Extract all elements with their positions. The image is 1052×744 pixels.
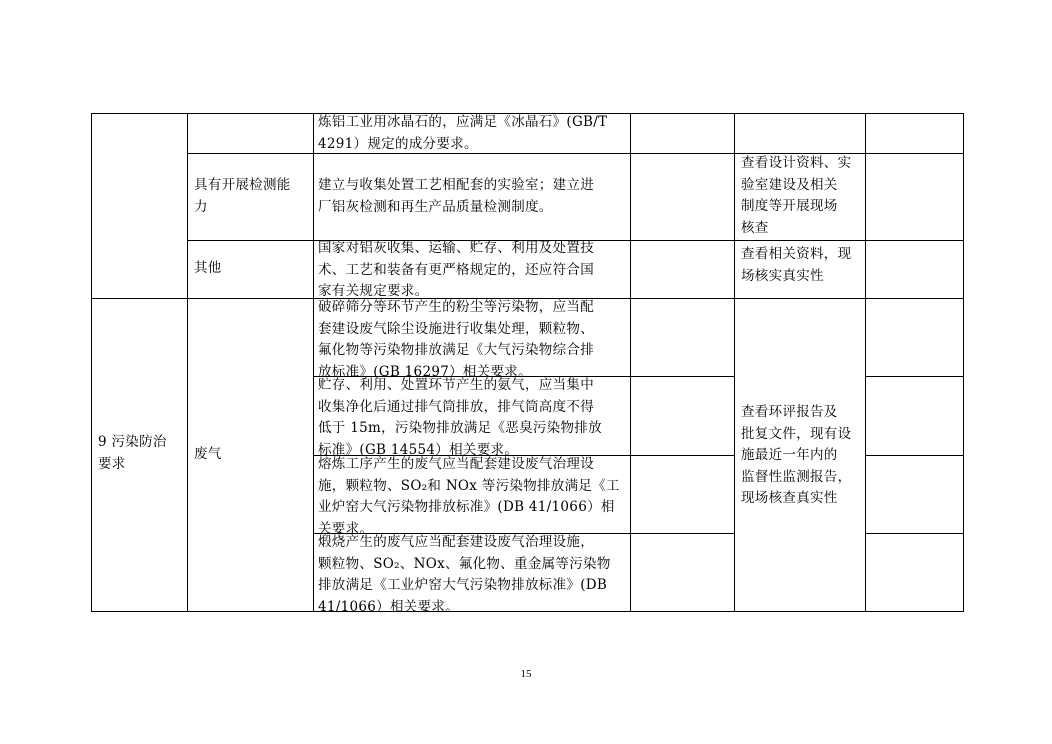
cell-line: 其他 [194,260,222,276]
requirement-cell [318,297,594,383]
requirement-cell [318,532,611,618]
column-divider [865,113,866,612]
cell-line: 建立与收集处置工艺相配套的实验室；建立进 [318,177,594,193]
row-divider [865,376,964,377]
column-divider [313,113,314,612]
column-divider [734,113,735,612]
method-cell [741,244,851,287]
cell-line: 家有关规定要求。 [318,283,429,299]
cell-line: 低于 15m，污染物排放满足《恶臭污染物排放 [318,420,602,436]
table-border-right [963,113,964,612]
cell-line: 要求 [98,455,126,472]
cell-line: 查看环评报告及 [741,404,838,420]
column-divider [187,113,188,612]
cell-line: 国家对铝灰收集、运输、贮存、利用及处置技 [318,240,594,256]
cell-line: 标准》(GB 14554）相关要求。 [318,441,519,458]
column-divider [630,113,631,612]
category-cell [98,432,167,475]
cell-line: 场核实真实性 [741,267,824,284]
page-number: 15 [520,668,532,680]
item-cell [194,258,222,280]
cell-line: 4291）规定的成分要求。 [318,135,478,152]
cell-line: 查看设计资料、实 [741,155,852,171]
cell-line: 收集净化后通过排气筒排放，排气筒高度不得 [318,398,594,415]
cell-line: 炼铝工业用冰晶石的，应满足《冰晶石》(GB/T [318,114,608,130]
requirement-cell [318,375,602,461]
requirement-cell [318,238,594,303]
cell-line: 验室建设及相关 [741,176,838,193]
cell-line: 厂铝灰检测和再生产品质量检测制度。 [318,198,553,215]
cell-line: 制度等开展现场 [741,198,838,214]
requirement-cell [318,454,620,540]
cell-line: 查看相关资料，现 [741,246,852,262]
cell-line: 熔炼工序产生的废气应当配套建设废气治理设 [318,456,594,472]
cell-line: 颗粒物、SO₂、NOx、氟化物、重金属等污染物 [318,555,611,572]
cell-line: 41/1066）相关要求。 [318,598,459,615]
cell-line: 核查 [741,219,769,236]
cell-line: 贮存、利用、处置环节产生的氨气，应当集中 [318,377,594,393]
cell-line: 具有开展检测能 [194,177,291,193]
cell-line: 批复文件，现有设 [741,425,852,442]
cell-line: 施最近一年内的 [741,447,838,463]
cell-line: 氟化物等污染物排放满足《大气污染物综合排 [318,342,594,358]
table-border-left [91,113,92,612]
requirement-cell [318,175,594,218]
cell-line: 施，颗粒物、SO₂和 NOx 等污染物排放满足《工 [318,477,620,494]
row-divider [865,533,964,534]
cell-line: 现场核查真实性 [741,490,838,506]
item-cell [194,175,291,218]
cell-line: 力 [194,198,208,215]
cell-line: 业炉窑大气污染物排放标准》(DB 41/1066）相 [318,499,615,515]
cell-line: 监督性监测报告， [741,468,852,485]
cell-line: 关要求。 [318,520,374,537]
method-cell-waste-gas [741,402,851,510]
cell-line: 破碎筛分等环节产生的粉尘等污染物，应当配 [318,299,594,315]
cell-line: 排放满足《工业炉窑大气污染物排放标准》(DB [318,577,608,593]
row-divider [865,455,964,456]
cell-line: 9 污染防治 [98,434,167,450]
cell-line: 废气 [194,446,222,462]
item-cell-waste-gas [194,444,222,466]
requirement-cell [318,112,607,155]
cell-line: 煅烧产生的废气应当配套建设废气治理设施， [318,534,594,550]
cell-line: 术、工艺和装备有更严格规定的，还应符合国 [318,261,594,278]
cell-line: 放标准》(GB 16297）相关要求。 [318,363,532,380]
method-cell [741,153,851,239]
cell-line: 套建设废气除尘设施进行收集处理，颗粒物、 [318,320,594,337]
